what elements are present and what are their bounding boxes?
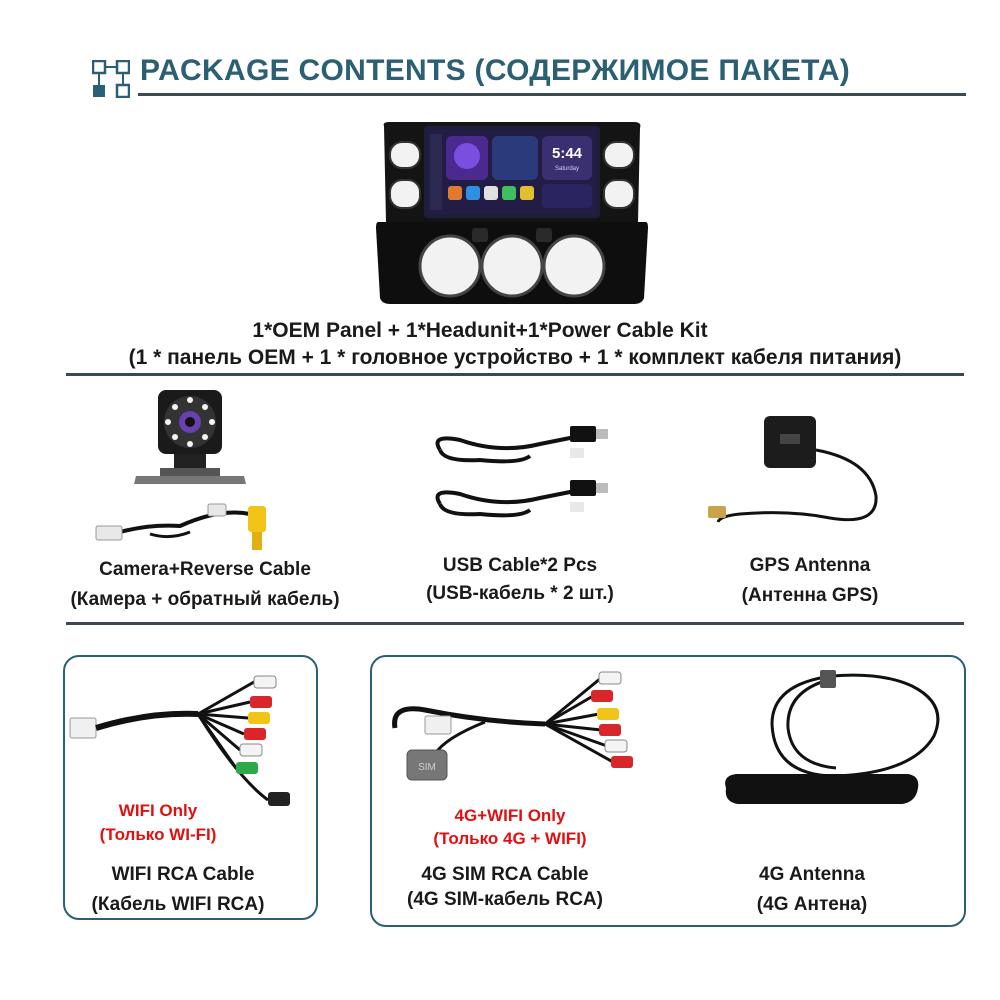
header-divider <box>138 93 966 96</box>
screen-day: Saturday <box>554 166 580 172</box>
usb-cable-subtitle: (USB-кабель * 2 шт.) <box>426 583 614 604</box>
4g-antenna-image <box>712 664 952 824</box>
section-divider-2 <box>66 622 964 625</box>
headunit-caption: 1*OEM Panel + 1*Headunit+1*Power Cable Kit <box>252 319 708 342</box>
4g-sim-rca-title: 4G SIM RCA Cable <box>421 864 589 885</box>
gps-antenna-image <box>700 410 900 540</box>
4g-antenna-title: 4G Antenna <box>759 864 865 885</box>
camera-cable-title: Camera+Reverse Cable <box>99 559 311 580</box>
sim-label: SIM <box>418 762 436 773</box>
screen-clock: 5:44 <box>551 145 583 162</box>
camera-cable-subtitle: (Камера + обратный кабель) <box>70 589 340 610</box>
wifi-rca-subtitle: (Кабель WIFI RCA) <box>91 894 265 915</box>
page-title: PACKAGE CONTENTS (СОДЕРЖИМОЕ ПАКЕТА) <box>140 54 851 87</box>
4g-sim-rca-subtitle: (4G SIM-кабель RCA) <box>407 889 603 910</box>
gps-antenna-title: GPS Antenna <box>749 555 871 576</box>
usb-cable-image <box>420 420 620 530</box>
4g-sim-rca-cable-image <box>385 668 655 808</box>
wifi-rca-cable-image <box>68 668 308 808</box>
4g-wifi-only-note-ru: (Только 4G + WIFI) <box>433 829 587 848</box>
gps-antenna-subtitle: (Антенна GPS) <box>741 585 879 606</box>
wifi-rca-title: WIFI RCA Cable <box>111 864 255 885</box>
section-divider-1 <box>66 373 964 376</box>
package-icon <box>92 60 130 98</box>
headunit-caption-ru: (1 * панель OEM + 1 * головное устройство + 1 * комплект кабеля питания) <box>128 346 902 369</box>
4g-wifi-only-note: 4G+WIFI Only <box>454 806 566 825</box>
usb-cable-title: USB Cable*2 Pcs <box>442 555 598 576</box>
headunit-panel-image <box>372 118 652 308</box>
wifi-only-note: WIFI Only <box>118 801 198 820</box>
camera-image <box>80 384 290 574</box>
4g-antenna-subtitle: (4G Антена) <box>756 894 868 915</box>
wifi-only-note-ru: (Только WI-FI) <box>99 825 217 844</box>
